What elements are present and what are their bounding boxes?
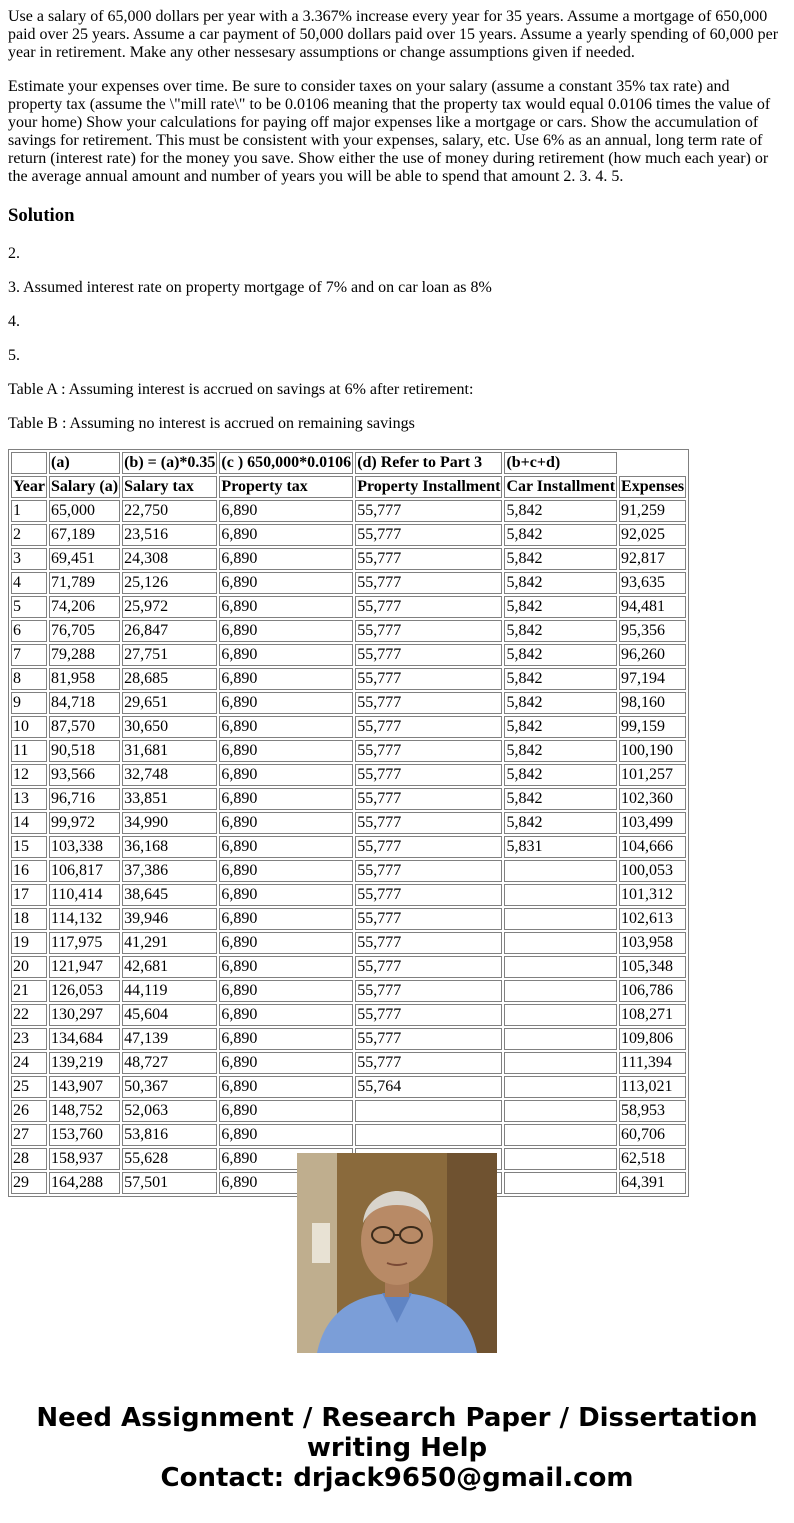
table-cell: 50,367 bbox=[122, 1076, 217, 1098]
table-cell: 55,777 bbox=[355, 572, 502, 594]
table-cell: 6,890 bbox=[219, 572, 353, 594]
table-cell: 27 bbox=[11, 1124, 47, 1146]
table-cell: 100,053 bbox=[619, 860, 686, 882]
table-cell: 87,570 bbox=[49, 716, 120, 738]
table-cell: 55,777 bbox=[355, 788, 502, 810]
table-cell: 22 bbox=[11, 1004, 47, 1026]
table-cell: 25,972 bbox=[122, 596, 217, 618]
table-cell: Property tax bbox=[219, 476, 353, 498]
table-cell: 33,851 bbox=[122, 788, 217, 810]
solution-line-2: 2. bbox=[8, 245, 20, 262]
table-cell: 6,890 bbox=[219, 932, 353, 954]
promo-line-1: Need Assignment / Research Paper / Dissertation bbox=[36, 1403, 758, 1433]
table-cell: 12 bbox=[11, 764, 47, 786]
table-cell: 55,777 bbox=[355, 908, 502, 930]
table-cell: 121,947 bbox=[49, 956, 120, 978]
table-cell: 13 bbox=[11, 788, 47, 810]
table-cell: 55,777 bbox=[355, 500, 502, 522]
table-cell: 47,139 bbox=[122, 1028, 217, 1050]
table-cell: 15 bbox=[11, 836, 47, 858]
table-cell: 6,890 bbox=[219, 1100, 353, 1122]
table-row bbox=[11, 1028, 686, 1050]
table-cell: 29 bbox=[11, 1172, 47, 1194]
table-cell: 109,806 bbox=[619, 1028, 686, 1050]
table-cell: 164,288 bbox=[49, 1172, 120, 1194]
table-cell: 36,168 bbox=[122, 836, 217, 858]
table-cell: 6,890 bbox=[219, 980, 353, 1002]
table-cell: 103,499 bbox=[619, 812, 686, 834]
table-cell: 14 bbox=[11, 812, 47, 834]
table-cell: 81,958 bbox=[49, 668, 120, 690]
table-cell: 84,718 bbox=[49, 692, 120, 714]
table-row bbox=[11, 1100, 686, 1122]
table-cell: 25 bbox=[11, 1076, 47, 1098]
table-cell: 24,308 bbox=[122, 548, 217, 570]
table-cell: 93,566 bbox=[49, 764, 120, 786]
table-cell: 93,635 bbox=[619, 572, 686, 594]
table-cell bbox=[355, 1124, 502, 1146]
table-cell: 55,777 bbox=[355, 812, 502, 834]
table-cell: 30,650 bbox=[122, 716, 217, 738]
table-cell: 5,842 bbox=[504, 524, 617, 546]
table-b-caption: Table B : Assuming no interest is accrued on remaining savings bbox=[8, 415, 415, 432]
table-cell: 5,842 bbox=[504, 812, 617, 834]
table-cell: 64,391 bbox=[619, 1172, 686, 1194]
table-cell: 25,126 bbox=[122, 572, 217, 594]
table-a-caption: Table A : Assuming interest is accrued on savings at 6% after retirement: bbox=[8, 381, 474, 398]
table-cell: 92,817 bbox=[619, 548, 686, 570]
table-cell bbox=[504, 980, 617, 1002]
table-cell: 28,685 bbox=[122, 668, 217, 690]
table-cell: 91,259 bbox=[619, 500, 686, 522]
table-cell: 26 bbox=[11, 1100, 47, 1122]
table-cell: 45,604 bbox=[122, 1004, 217, 1026]
table-cell: 28 bbox=[11, 1148, 47, 1170]
table-cell: Car Installment bbox=[504, 476, 617, 498]
table-row bbox=[11, 1124, 686, 1146]
table-cell: 60,706 bbox=[619, 1124, 686, 1146]
table-cell: 39,946 bbox=[122, 908, 217, 930]
table-cell: (a) bbox=[49, 452, 120, 474]
table-row bbox=[11, 524, 686, 546]
author-avatar bbox=[297, 1153, 497, 1353]
table-cell: 92,025 bbox=[619, 524, 686, 546]
table-cell: 32,748 bbox=[122, 764, 217, 786]
solution-heading: Solution bbox=[8, 205, 75, 226]
table-row bbox=[11, 500, 686, 522]
table-cell: 6,890 bbox=[219, 644, 353, 666]
table-cell: 69,451 bbox=[49, 548, 120, 570]
table-cell: 100,190 bbox=[619, 740, 686, 762]
table-cell: 27,751 bbox=[122, 644, 217, 666]
table-cell: 110,414 bbox=[49, 884, 120, 906]
question-paragraph-1: Use a salary of 65,000 dollars per year with a 3.367% increase every year for 35 years. Assume a mortgage of 650,000 paid over 25 years. Assume a car payment of 50,000 dollars paid over 15 years. Assume a yearly spending of 60,000 per year in retirement. Make any other nessesary assumptions or change assumptions given if needed. bbox=[8, 8, 779, 61]
table-cell: 6,890 bbox=[219, 908, 353, 930]
table-cell: Year bbox=[11, 476, 47, 498]
table-cell: 158,937 bbox=[49, 1148, 120, 1170]
table-cell: 76,705 bbox=[49, 620, 120, 642]
table-cell bbox=[504, 1028, 617, 1050]
table-row bbox=[11, 692, 686, 714]
table-cell: Salary tax bbox=[122, 476, 217, 498]
table-row bbox=[11, 1076, 686, 1098]
table-cell: 9 bbox=[11, 692, 47, 714]
table-cell: 105,348 bbox=[619, 956, 686, 978]
table-cell bbox=[504, 1100, 617, 1122]
table-cell: Salary (a) bbox=[49, 476, 120, 498]
table-cell: 55,764 bbox=[355, 1076, 502, 1098]
table-cell: 114,132 bbox=[49, 908, 120, 930]
table-cell: 6,890 bbox=[219, 524, 353, 546]
table-cell bbox=[504, 1076, 617, 1098]
table-cell: 99,159 bbox=[619, 716, 686, 738]
table-cell: 148,752 bbox=[49, 1100, 120, 1122]
table-cell bbox=[504, 1004, 617, 1026]
table-cell: 6,890 bbox=[219, 1028, 353, 1050]
table-cell: 5,842 bbox=[504, 500, 617, 522]
table-row bbox=[11, 716, 686, 738]
table-cell: 2 bbox=[11, 524, 47, 546]
table-cell: (b+c+d) bbox=[504, 452, 617, 474]
solution-line-3: 3. Assumed interest rate on property mortgage of 7% and on car loan as 8% bbox=[8, 279, 492, 296]
table-cell: 111,394 bbox=[619, 1052, 686, 1074]
table-cell: 108,271 bbox=[619, 1004, 686, 1026]
promo-line-2: writing Help bbox=[306, 1433, 488, 1463]
table-cell: 5,842 bbox=[504, 596, 617, 618]
table-cell: 103,958 bbox=[619, 932, 686, 954]
table-cell: 34,990 bbox=[122, 812, 217, 834]
table-cell: 95,356 bbox=[619, 620, 686, 642]
table-cell: 6,890 bbox=[219, 1004, 353, 1026]
table-cell: 55,777 bbox=[355, 764, 502, 786]
table-cell: 5 bbox=[11, 596, 47, 618]
promo-contact[interactable]: Contact: drjack9650@gmail.com bbox=[160, 1463, 634, 1493]
table-cell: 5,831 bbox=[504, 836, 617, 858]
table-cell: 101,257 bbox=[619, 764, 686, 786]
table-cell: 55,777 bbox=[355, 884, 502, 906]
table-cell: 6,890 bbox=[219, 668, 353, 690]
table-cell: 55,777 bbox=[355, 524, 502, 546]
table-row bbox=[11, 740, 686, 762]
table-cell: 19 bbox=[11, 932, 47, 954]
table-cell: 97,194 bbox=[619, 668, 686, 690]
table-cell: 6,890 bbox=[219, 836, 353, 858]
table-cell: 17 bbox=[11, 884, 47, 906]
table-cell: 62,518 bbox=[619, 1148, 686, 1170]
table-cell bbox=[355, 1100, 502, 1122]
table-row bbox=[11, 908, 686, 930]
table-cell: 55,777 bbox=[355, 644, 502, 666]
table-row bbox=[11, 932, 686, 954]
table-row bbox=[11, 1052, 686, 1074]
table-row bbox=[11, 548, 686, 570]
expenses-table-viewport[interactable] bbox=[8, 449, 685, 1191]
table-cell: 55,777 bbox=[355, 1052, 502, 1074]
table-cell: 134,684 bbox=[49, 1028, 120, 1050]
table-cell: 96,260 bbox=[619, 644, 686, 666]
table-cell: 106,817 bbox=[49, 860, 120, 882]
table-cell: 5,842 bbox=[504, 716, 617, 738]
table-row bbox=[11, 668, 686, 690]
table-cell: 55,777 bbox=[355, 668, 502, 690]
table-cell: 71,789 bbox=[49, 572, 120, 594]
table-cell: 20 bbox=[11, 956, 47, 978]
table-cell: 5,842 bbox=[504, 788, 617, 810]
table-cell: 44,119 bbox=[122, 980, 217, 1002]
table-cell: 6,890 bbox=[219, 1052, 353, 1074]
table-cell: 5,842 bbox=[504, 644, 617, 666]
table-cell: 5,842 bbox=[504, 620, 617, 642]
table-row bbox=[11, 788, 686, 810]
table-cell: 143,907 bbox=[49, 1076, 120, 1098]
table-cell: 126,053 bbox=[49, 980, 120, 1002]
table-cell: 65,000 bbox=[49, 500, 120, 522]
table-cell: 16 bbox=[11, 860, 47, 882]
table-cell: Expenses bbox=[619, 476, 686, 498]
table-cell: 5,842 bbox=[504, 740, 617, 762]
table-header-columns bbox=[11, 476, 686, 498]
table-cell: (d) Refer to Part 3 bbox=[355, 452, 502, 474]
table-cell: 23,516 bbox=[122, 524, 217, 546]
table-cell: 113,021 bbox=[619, 1076, 686, 1098]
table-cell: 24 bbox=[11, 1052, 47, 1074]
table-cell: 104,666 bbox=[619, 836, 686, 858]
table-cell: 5,842 bbox=[504, 764, 617, 786]
table-header-formulas bbox=[11, 452, 686, 474]
table-cell: 55,777 bbox=[355, 836, 502, 858]
table-cell: 55,777 bbox=[355, 692, 502, 714]
table-cell: 5,842 bbox=[504, 572, 617, 594]
table-cell bbox=[504, 1124, 617, 1146]
table-cell: 42,681 bbox=[122, 956, 217, 978]
table-cell: 6,890 bbox=[219, 1124, 353, 1146]
table-cell: 153,760 bbox=[49, 1124, 120, 1146]
table-cell: 101,312 bbox=[619, 884, 686, 906]
table-cell: 6,890 bbox=[219, 956, 353, 978]
table-cell: 98,160 bbox=[619, 692, 686, 714]
table-cell: 29,651 bbox=[122, 692, 217, 714]
table-cell: 6,890 bbox=[219, 1148, 353, 1170]
table-cell: 4 bbox=[11, 572, 47, 594]
table-cell: 55,777 bbox=[355, 620, 502, 642]
table-cell: 18 bbox=[11, 908, 47, 930]
table-cell: 102,360 bbox=[619, 788, 686, 810]
table-cell: 6,890 bbox=[219, 1172, 353, 1194]
promo-banner bbox=[0, 1403, 794, 1493]
table-cell: 130,297 bbox=[49, 1004, 120, 1026]
table-cell: 96,716 bbox=[49, 788, 120, 810]
table-cell: 55,777 bbox=[355, 596, 502, 618]
table-cell bbox=[504, 932, 617, 954]
solution-line-4: 4. bbox=[8, 313, 20, 330]
table-cell: 21 bbox=[11, 980, 47, 1002]
table-cell: 3 bbox=[11, 548, 47, 570]
table-cell: 55,777 bbox=[355, 716, 502, 738]
table-cell: 55,777 bbox=[355, 1028, 502, 1050]
table-cell: 90,518 bbox=[49, 740, 120, 762]
table-cell: 99,972 bbox=[49, 812, 120, 834]
table-cell: 6,890 bbox=[219, 740, 353, 762]
table-cell: 55,628 bbox=[122, 1148, 217, 1170]
table-cell: 52,063 bbox=[122, 1100, 217, 1122]
table-cell: 106,786 bbox=[619, 980, 686, 1002]
table-row bbox=[11, 956, 686, 978]
table-cell: 57,501 bbox=[122, 1172, 217, 1194]
table-cell: 55,777 bbox=[355, 548, 502, 570]
table-cell: (b) = (a)*0.35 bbox=[122, 452, 217, 474]
solution-line-5: 5. bbox=[8, 347, 20, 364]
table-cell bbox=[504, 1148, 617, 1170]
table-cell: 6,890 bbox=[219, 620, 353, 642]
table-cell: 94,481 bbox=[619, 596, 686, 618]
table-cell bbox=[504, 884, 617, 906]
table-cell: 58,953 bbox=[619, 1100, 686, 1122]
table-cell: 55,777 bbox=[355, 860, 502, 882]
table-row bbox=[11, 1004, 686, 1026]
table-cell: 55,777 bbox=[355, 932, 502, 954]
table-row bbox=[11, 860, 686, 882]
table-cell: 6,890 bbox=[219, 596, 353, 618]
table-cell bbox=[504, 860, 617, 882]
table-cell: 103,338 bbox=[49, 836, 120, 858]
table-cell: 55,777 bbox=[355, 980, 502, 1002]
table-row bbox=[11, 620, 686, 642]
table-row bbox=[11, 812, 686, 834]
table-cell: 10 bbox=[11, 716, 47, 738]
table-row bbox=[11, 836, 686, 858]
table-cell: 5,842 bbox=[504, 692, 617, 714]
table-cell: 6,890 bbox=[219, 860, 353, 882]
table-cell: Property Installment bbox=[355, 476, 502, 498]
table-row bbox=[11, 596, 686, 618]
table-row bbox=[11, 980, 686, 1002]
expenses-table bbox=[8, 449, 689, 1197]
table-cell bbox=[11, 452, 47, 474]
table-cell: 31,681 bbox=[122, 740, 217, 762]
table-cell: 117,975 bbox=[49, 932, 120, 954]
table-cell: 26,847 bbox=[122, 620, 217, 642]
table-cell: 55,777 bbox=[355, 956, 502, 978]
table-cell: 8 bbox=[11, 668, 47, 690]
avatar-portrait bbox=[297, 1153, 497, 1353]
table-cell: 6,890 bbox=[219, 500, 353, 522]
table-cell: 6,890 bbox=[219, 1076, 353, 1098]
table-cell: 48,727 bbox=[122, 1052, 217, 1074]
table-cell: 6,890 bbox=[219, 788, 353, 810]
table-cell: 11 bbox=[11, 740, 47, 762]
question-paragraph-2: Estimate your expenses over time. Be sure to consider taxes on your salary (assume a constant 35% tax rate) and property tax (assume the \"mill rate\" to be 0.0106 meaning that the property tax would equal 0.0106 times the value of your home) Show your calculations for paying off major expenses like a mortgage or cars. Show the accumulation of savings for retirement. This must be consistent with your expenses, salary, etc. Use 6% as an annual, long term rate of return (interest rate) for the money you save. Show either the use of money during retirement (how much each year) or the average annual amount and number of years you will be able to spend that amount 2. 3. 4. 5. bbox=[8, 78, 771, 185]
table-cell: 67,189 bbox=[49, 524, 120, 546]
table-cell: 53,816 bbox=[122, 1124, 217, 1146]
table-cell: 6,890 bbox=[219, 716, 353, 738]
table-cell: 41,291 bbox=[122, 932, 217, 954]
table-cell: 74,206 bbox=[49, 596, 120, 618]
table-cell bbox=[504, 1052, 617, 1074]
table-cell: 6,890 bbox=[219, 548, 353, 570]
table-cell: 5,842 bbox=[504, 548, 617, 570]
table-row bbox=[11, 644, 686, 666]
table-cell: 6,890 bbox=[219, 692, 353, 714]
table-cell: 1 bbox=[11, 500, 47, 522]
table-cell: 6,890 bbox=[219, 884, 353, 906]
table-cell: (c ) 650,000*0.0106 bbox=[219, 452, 353, 474]
table-cell: 23 bbox=[11, 1028, 47, 1050]
table-row bbox=[11, 764, 686, 786]
table-cell: 55,777 bbox=[355, 740, 502, 762]
table-cell: 22,750 bbox=[122, 500, 217, 522]
table-cell: 139,219 bbox=[49, 1052, 120, 1074]
table-cell: 6 bbox=[11, 620, 47, 642]
table-cell: 5,842 bbox=[504, 668, 617, 690]
table-row bbox=[11, 884, 686, 906]
table-row bbox=[11, 572, 686, 594]
table-cell: 102,613 bbox=[619, 908, 686, 930]
table-cell: 38,645 bbox=[122, 884, 217, 906]
table-cell: 6,890 bbox=[219, 764, 353, 786]
table-cell: 79,288 bbox=[49, 644, 120, 666]
table-cell bbox=[504, 908, 617, 930]
table-cell: 37,386 bbox=[122, 860, 217, 882]
table-cell bbox=[504, 956, 617, 978]
table-cell: 55,777 bbox=[355, 1004, 502, 1026]
table-cell bbox=[504, 1172, 617, 1194]
table-cell: 6,890 bbox=[219, 812, 353, 834]
table-cell: 7 bbox=[11, 644, 47, 666]
